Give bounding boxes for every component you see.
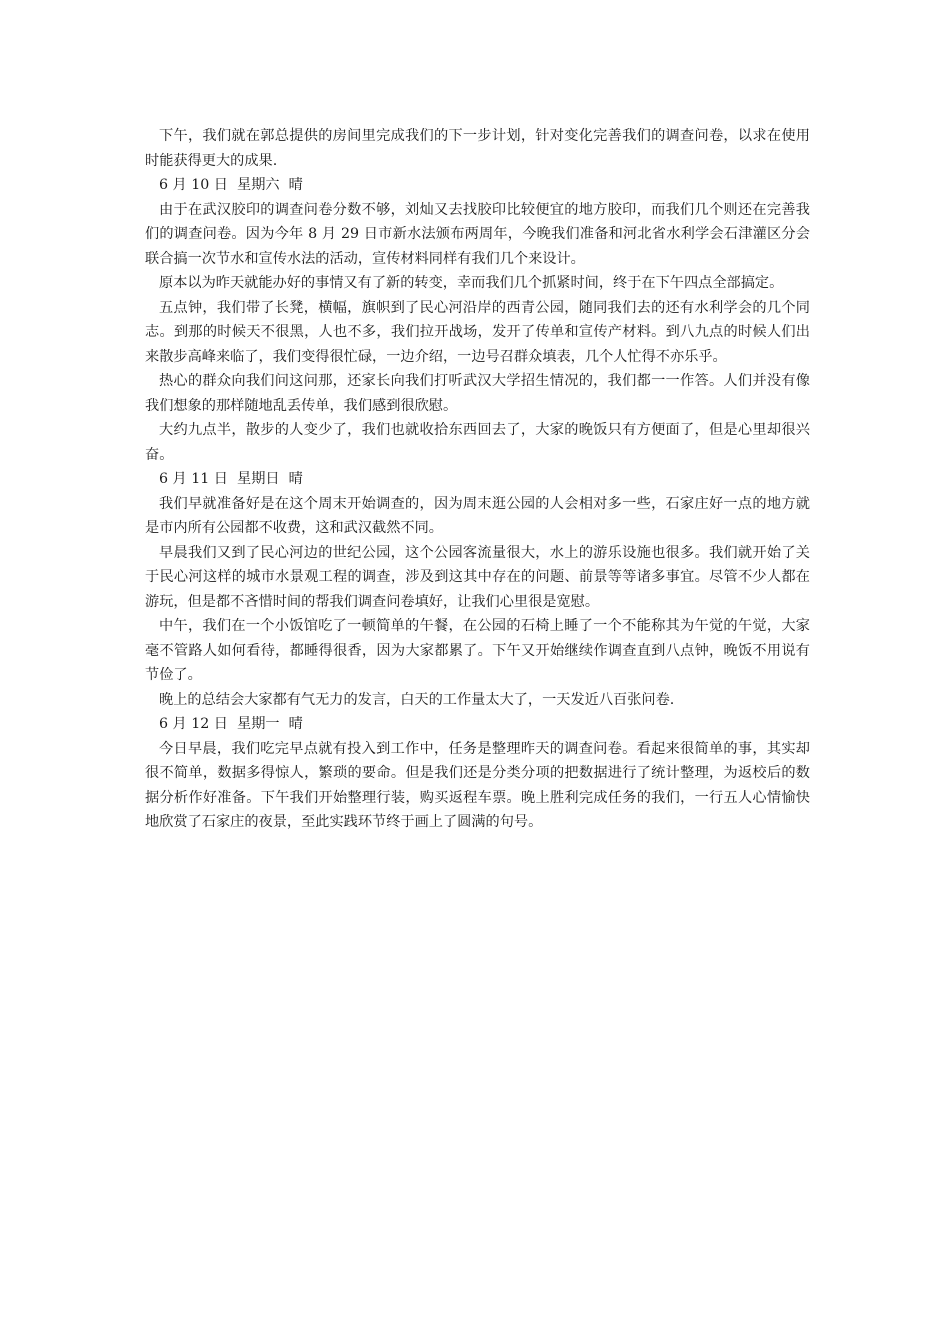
paragraph: 原本以为昨天就能办好的事情又有了新的转变，幸而我们几个抓紧时间，终于在下午四点全部搞定。 <box>159 275 784 291</box>
paragraph: 今日早晨，我们吃完早点就有投入到工作中，任务是整理昨天的调查问卷。看起来很简单的事，其实却很不简单，数据多得惊人，繁琐的要命。但是我们还是分类分项的把数据进行了统计整理，为返校后的数据分析作好准备。下午我们开始整理行装，购买返程车票。晚上胜利完成任务的我们，一行五人心情愉快地欣赏了石家庄的夜景，至此实践环节终于画上了圆满的句号。 <box>145 740 810 830</box>
paragraph: 热心的群众向我们问这问那，还家长向我们打听武汉大学招生情况的，我们都一一作答。人们并没有像我们想象的那样随地乱丢传单，我们感到很欣慰。 <box>145 373 810 414</box>
diary-date: 6 月 12 日 星期一 晴 <box>159 716 303 732</box>
paragraph: 我们早就准备好是在这个周末开始调查的，因为周末逛公园的人会相对多一些，石家庄好一点的地方就是市内所有公园都不收费，这和武汉截然不同。 <box>145 495 810 536</box>
document-body <box>145 124 810 835</box>
paragraph: 晚上的总结会大家都有气无力的发言，白天的工作量太大了，一天发近八百张问卷. <box>159 691 675 708</box>
paragraph: 中午，我们在一个小饭馆吃了一顿简单的午餐，在公园的石椅上睡了一个不能称其为午觉的午觉，大家毫不管路人如何看待，都睡得很香，因为大家都累了。下午又开始继续作调查直到八点钟，晚饭不用说有节俭了。 <box>145 618 810 683</box>
paragraph: 早晨我们又到了民心河边的世纪公园，这个公园客流量很大，水上的游乐设施也很多。我们就开始了关于民心河这样的城市水景观工程的调查，涉及到这其中存在的问题、前景等等诸多事宜。尽管不少人都在游玩，但是都不吝惜时间的帮我们调查问卷填好，让我们心里很是宽慰。 <box>145 544 810 610</box>
diary-date: 6 月 11 日 星期日 晴 <box>159 471 303 487</box>
paragraph: 下午，我们就在郭总提供的房间里完成我们的下一步计划，针对变化完善我们的调查问卷，以求在使用时能获得更大的成果. <box>145 128 810 169</box>
paragraph: 由于在武汉胶印的调查问卷分数不够，刘灿又去找胶印比较便宜的地方胶印，而我们几个则还在完善我们的调查问卷。因为今年 8 月 29 日市新水法颁布两周年，今晚我们准备和河北省水利学会石津灌区分会联合搞一次节水和宣传水法的活动，宣传材料同样有我们几个来设计。 <box>145 201 810 267</box>
paragraph: 五点钟，我们带了长凳，横幅，旗帜到了民心河沿岸的西青公园，随同我们去的还有水利学会的几个同志。到那的时候天不很黑，人也不多，我们拉开战场，发开了传单和宣传产材料。到八九点的时候人们出来散步高峰来临了，我们变得很忙碌，一边介绍，一边号召群众填表，几个人忙得不亦乐乎。 <box>145 299 810 365</box>
paragraph: 大约九点半，散步的人变少了，我们也就收拾东西回去了，大家的晚饭只有方便面了，但是心里却很兴奋。 <box>145 422 810 463</box>
diary-date: 6 月 10 日 星期六 晴 <box>159 177 303 193</box>
